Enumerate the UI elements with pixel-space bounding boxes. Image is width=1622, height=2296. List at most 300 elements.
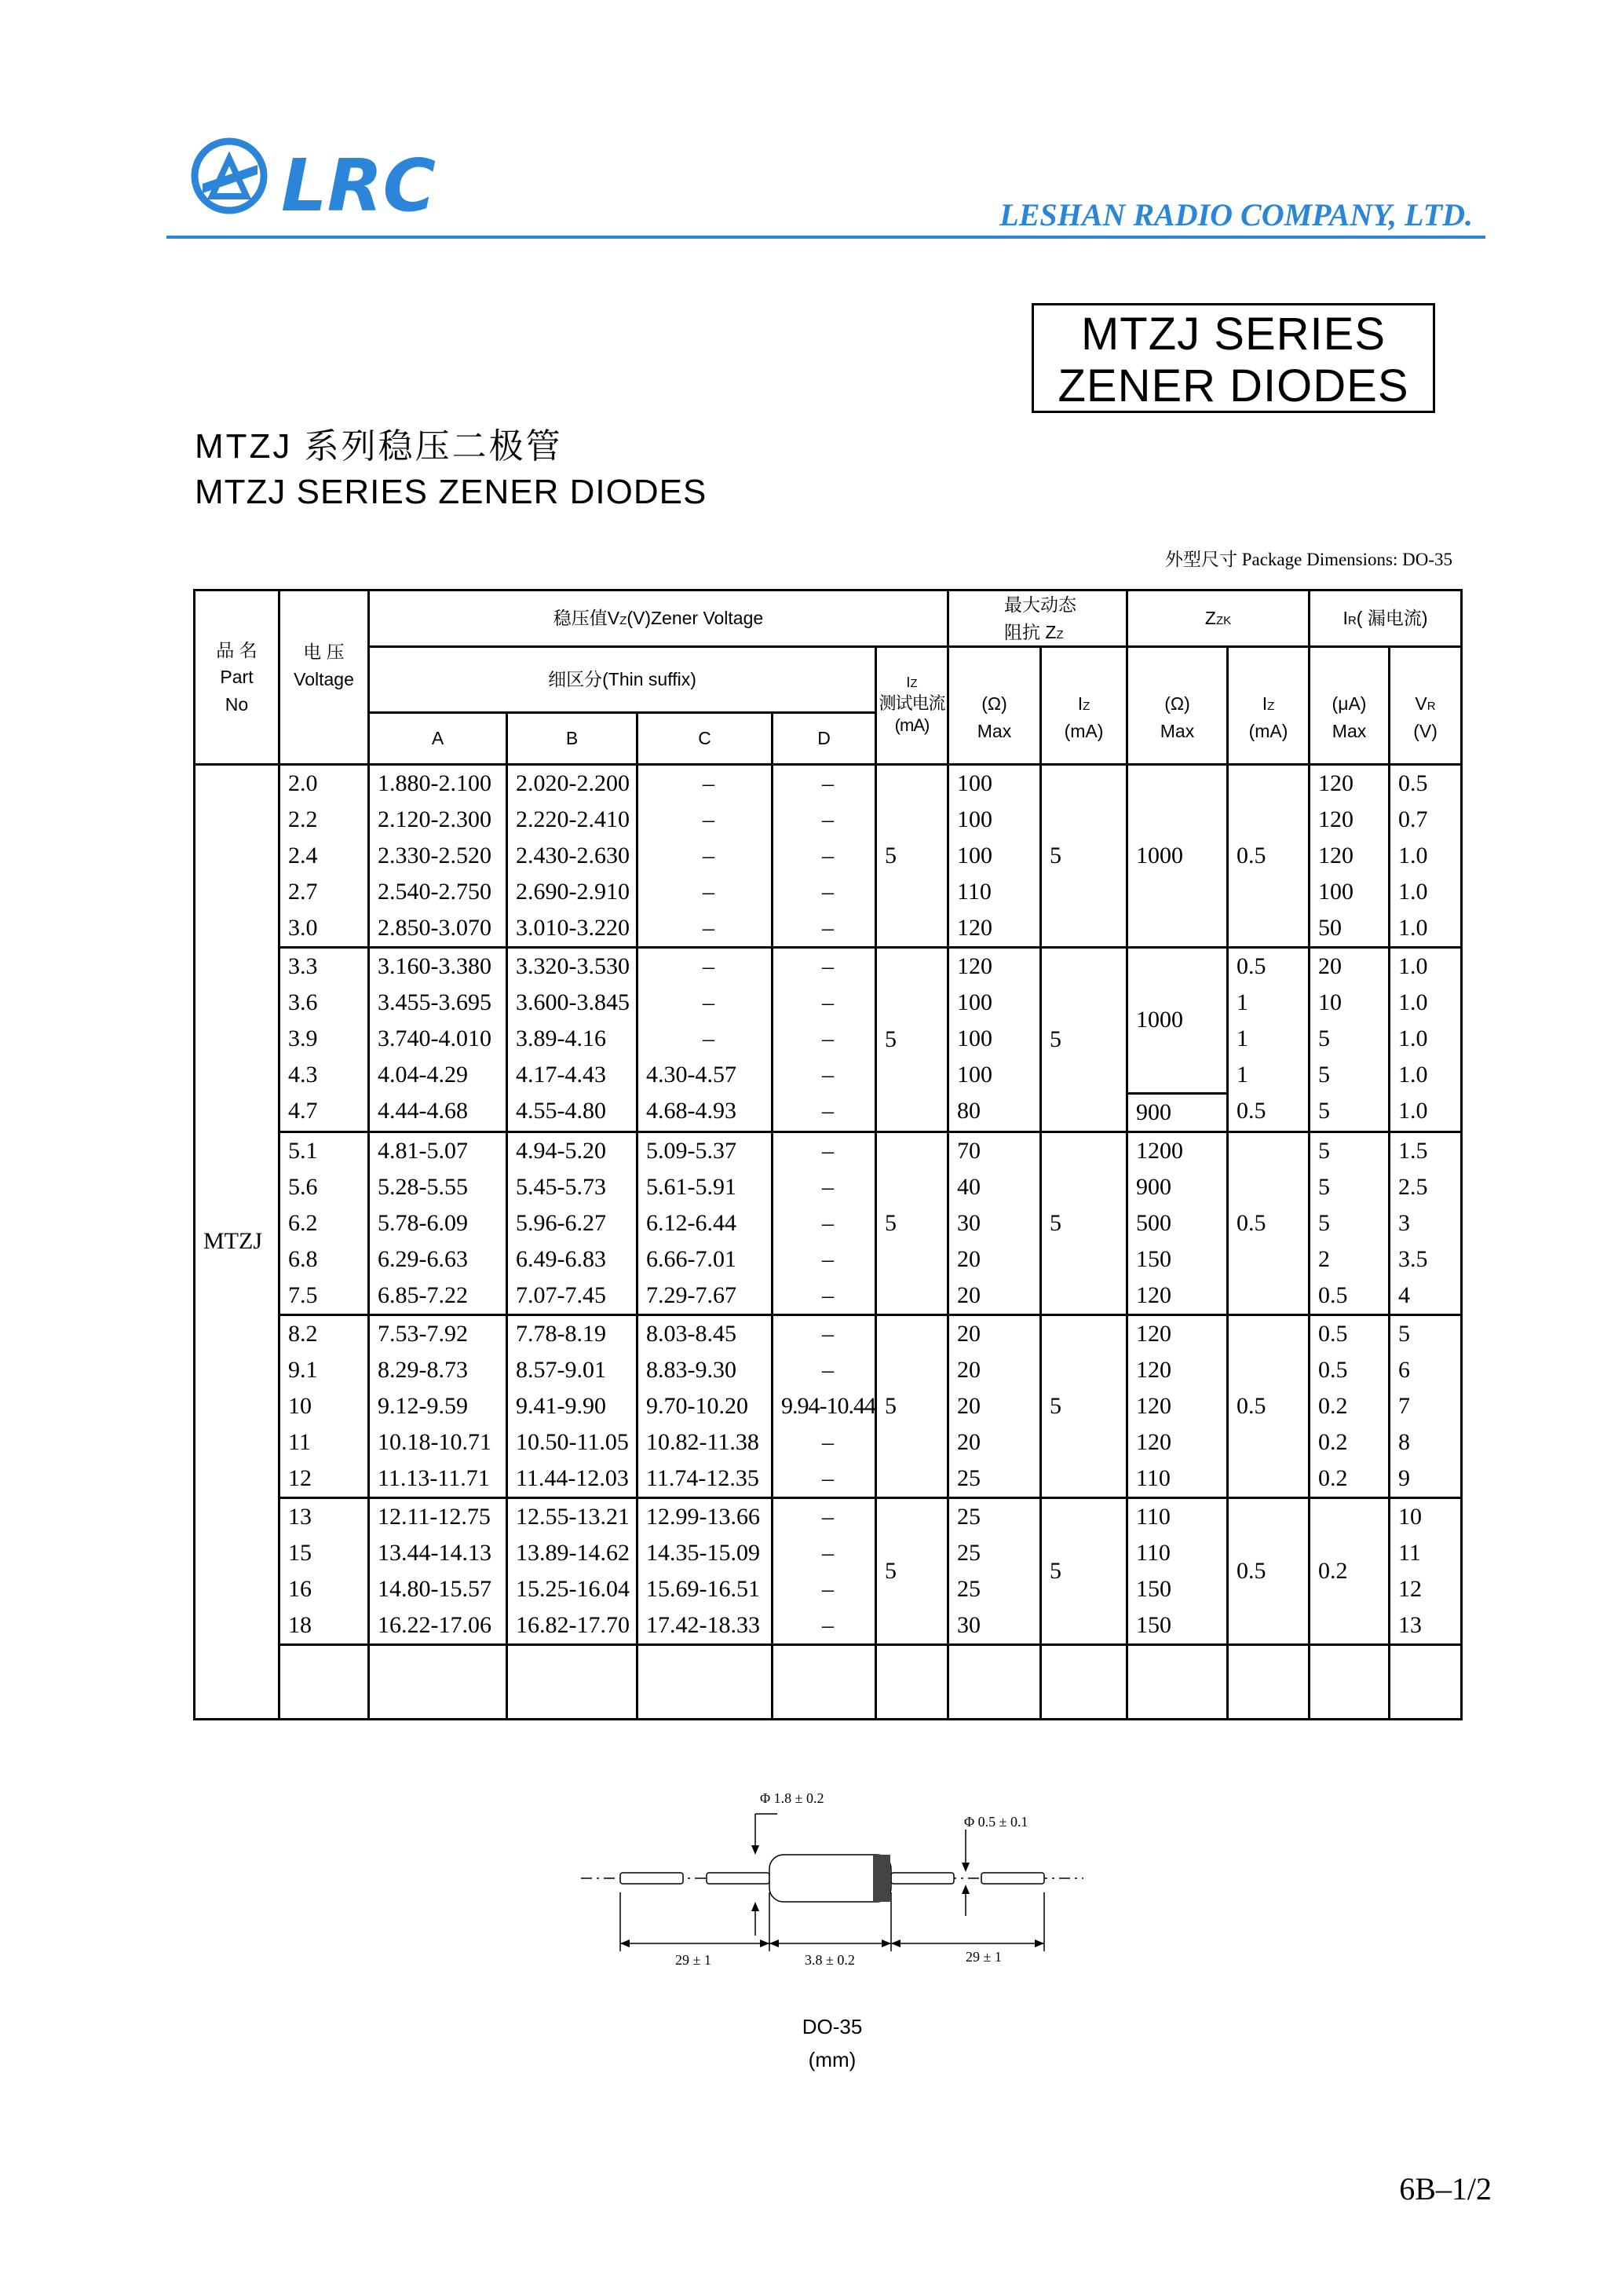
ir-max-cell: 100: [1310, 874, 1390, 910]
suffix-d-cell: –: [773, 1169, 876, 1205]
diode-body: [769, 1855, 891, 1902]
ir-max-cell: 5: [1310, 1132, 1390, 1169]
vr-cell: 1.5: [1390, 1132, 1462, 1169]
header-zz-cn-1: 最大动态: [1004, 594, 1076, 615]
suffix-c-cell: 5.61-5.91: [637, 1169, 773, 1205]
empty-cell: [279, 1682, 369, 1720]
empty-cell: [1310, 1682, 1390, 1720]
header-part-no: [195, 590, 279, 765]
header-zz-cn-2: 阻抗 Z: [1004, 621, 1057, 642]
suffix-b-cell: 3.600-3.845: [507, 985, 637, 1021]
header-zz-max: [948, 647, 1041, 765]
iz-test-current-cell: 5: [876, 948, 948, 1132]
empty-cell: [773, 1644, 876, 1682]
zzk-max-cell: 120: [1127, 1388, 1228, 1424]
page-number: 6B–1/2: [1399, 2171, 1492, 2206]
zz-max-cell: 25: [948, 1571, 1041, 1607]
suffix-d-cell: –: [773, 1205, 876, 1241]
iz-cell: 5: [1041, 765, 1127, 948]
nominal-voltage-cell: 6.8: [279, 1241, 369, 1278]
iz-test-current-cell: 5: [876, 1314, 948, 1497]
zzk-max-cell: 120: [1127, 1314, 1228, 1352]
suffix-b-cell: 5.45-5.73: [507, 1169, 637, 1205]
ir-max-cell: 5: [1310, 1093, 1390, 1132]
ir-max-cell: 0.5: [1310, 1352, 1390, 1388]
empty-cell: [773, 1682, 876, 1720]
suffix-b-cell: 7.07-7.45: [507, 1278, 637, 1315]
header-col-d: D: [773, 713, 876, 765]
suffix-a-cell: 16.22-17.06: [369, 1607, 507, 1645]
suffix-b-cell: 2.430-2.630: [507, 838, 637, 874]
zz-max-cell: 100: [948, 802, 1041, 838]
ir-max-cell: 50: [1310, 910, 1390, 948]
header-izk: [1228, 647, 1310, 765]
nominal-voltage-cell: 12: [279, 1461, 369, 1498]
zzk-max-cell: 150: [1127, 1571, 1228, 1607]
nominal-voltage-cell: 2.7: [279, 874, 369, 910]
zz-max-cell: 20: [948, 1352, 1041, 1388]
subscript: Z: [910, 677, 918, 691]
suffix-d-cell: –: [773, 765, 876, 803]
suffix-b-cell: 4.17-4.43: [507, 1057, 637, 1093]
ir-max-cell: 5: [1310, 1021, 1390, 1057]
nominal-voltage-cell: 3.3: [279, 948, 369, 985]
suffix-b-cell: 10.50-11.05: [507, 1424, 637, 1461]
suffix-a-cell: 5.78-6.09: [369, 1205, 507, 1241]
lead-diameter-label: Φ 0.5 ± 0.1: [964, 1814, 1028, 1830]
header-voltage: [279, 590, 369, 765]
suffix-d-cell: –: [773, 802, 876, 838]
suffix-b-cell: 3.89-4.16: [507, 1021, 637, 1057]
nominal-voltage-cell: 15: [279, 1535, 369, 1571]
ir-max-cell: 120: [1310, 838, 1390, 874]
suffix-b-cell: 8.57-9.01: [507, 1352, 637, 1388]
suffix-a-cell: 11.13-11.71: [369, 1461, 507, 1498]
suffix-c-cell: –: [637, 802, 773, 838]
suffix-a-cell: 2.850-3.070: [369, 910, 507, 948]
vr-cell: 4: [1390, 1278, 1462, 1315]
suffix-d-cell: –: [773, 948, 876, 985]
vr-cell: 10: [1390, 1497, 1462, 1535]
suffix-d-cell: –: [773, 1241, 876, 1278]
empty-cell: [1310, 1644, 1390, 1682]
header-zener-voltage-cn: 稳压值V: [553, 608, 620, 629]
nominal-voltage-cell: 9.1: [279, 1352, 369, 1388]
ir-max-cell: 0.2: [1310, 1424, 1390, 1461]
vr-cell: 0.7: [1390, 802, 1462, 838]
nominal-voltage-cell: 5.1: [279, 1132, 369, 1169]
table-filler-row: [195, 1682, 1462, 1720]
ir-max-cell: 5: [1310, 1057, 1390, 1093]
zzk-max-cell: 120: [1127, 1352, 1228, 1388]
zener-spec-table: [193, 589, 1460, 1734]
vr-cell: 8: [1390, 1424, 1462, 1461]
header-ma: (mA): [1064, 720, 1104, 741]
izk-cell: 0.5: [1228, 765, 1310, 948]
header-iz-symbol: I: [1262, 693, 1268, 714]
lead-right-length-label: 29 ± 1: [966, 1949, 1002, 1965]
vr-cell: 9: [1390, 1461, 1462, 1498]
vr-cell: 1.0: [1390, 1093, 1462, 1132]
diagram-caption: [754, 2010, 911, 2076]
subscript: R: [1427, 700, 1436, 713]
suffix-a-cell: 12.11-12.75: [369, 1497, 507, 1535]
header-ir-cn: ( 漏电流): [1356, 608, 1428, 629]
vr-cell: 6: [1390, 1352, 1462, 1388]
zzk-max-cell: 150: [1127, 1607, 1228, 1645]
suffix-a-cell: 3.455-3.695: [369, 985, 507, 1021]
suffix-c-cell: –: [637, 838, 773, 874]
nominal-voltage-cell: 13: [279, 1497, 369, 1535]
company-name: LESHAN RADIO COMPANY, LTD.: [999, 197, 1473, 232]
header-col-c: C: [637, 713, 773, 765]
diagram-caption-package: DO-35: [802, 2015, 863, 2038]
header-vr-symbol: V: [1415, 693, 1427, 714]
zzk-max-cell: 110: [1127, 1461, 1228, 1498]
zz-max-cell: 100: [948, 1021, 1041, 1057]
suffix-d-cell: –: [773, 1607, 876, 1645]
suffix-c-cell: –: [637, 985, 773, 1021]
iz-cell: 5: [1041, 1132, 1127, 1314]
zz-max-cell: 100: [948, 985, 1041, 1021]
suffix-d-cell: –: [773, 874, 876, 910]
header-ma: (mA): [1248, 720, 1288, 741]
suffix-a-cell: 3.160-3.380: [369, 948, 507, 985]
iz-test-current-cell: 5: [876, 1497, 948, 1644]
suffix-a-cell: 1.880-2.100: [369, 765, 507, 803]
table-row: [195, 1093, 1462, 1132]
zz-max-cell: 20: [948, 1388, 1041, 1424]
body-length-label: 3.8 ± 0.2: [805, 1952, 855, 1968]
suffix-c-cell: 12.99-13.66: [637, 1497, 773, 1535]
izk-cell: 0.5: [1228, 1132, 1310, 1314]
suffix-c-cell: 14.35-15.09: [637, 1535, 773, 1571]
suffix-c-cell: 6.12-6.44: [637, 1205, 773, 1241]
suffix-c-cell: 6.66-7.01: [637, 1241, 773, 1278]
vr-cell: 1.0: [1390, 910, 1462, 948]
iz-cell: 5: [1041, 948, 1127, 1132]
header-no-en: No: [225, 693, 249, 715]
vr-cell: 11: [1390, 1535, 1462, 1571]
vr-cell: 3: [1390, 1205, 1462, 1241]
suffix-d-cell: –: [773, 838, 876, 874]
ir-max-cell: 0.2: [1310, 1388, 1390, 1424]
do35-package-diagram: [581, 1782, 1083, 1987]
ir-max-cell: 0.5: [1310, 1278, 1390, 1315]
suffix-c-cell: 9.70-10.20: [637, 1388, 773, 1424]
suffix-b-cell: 3.320-3.530: [507, 948, 637, 985]
title-chinese: MTZJ 系列稳压二极管: [195, 427, 563, 466]
series-title-line-2: ZENER DIODES: [1058, 360, 1409, 411]
suffix-b-cell: 12.55-13.21: [507, 1497, 637, 1535]
header-iz: [1041, 647, 1127, 765]
nominal-voltage-cell: 3.9: [279, 1021, 369, 1057]
header-col-b: B: [507, 713, 637, 765]
suffix-d-cell: –: [773, 985, 876, 1021]
suffix-a-cell: 2.330-2.520: [369, 838, 507, 874]
lead-left-length-label: 29 ± 1: [675, 1952, 711, 1968]
suffix-c-cell: 8.03-8.45: [637, 1314, 773, 1352]
izk-cell: 1: [1228, 1057, 1310, 1093]
table-row: [195, 1057, 1462, 1093]
zz-max-cell: 100: [948, 765, 1041, 803]
izk-cell: 0.5: [1228, 948, 1310, 985]
header-iz-test-symbol: I: [906, 675, 911, 691]
iz-test-current-cell: 5: [876, 1132, 948, 1314]
table-row: [195, 1132, 1462, 1169]
ir-max-cell: 120: [1310, 765, 1390, 803]
header-max: Max: [977, 720, 1012, 741]
suffix-b-cell: 3.010-3.220: [507, 910, 637, 948]
nominal-voltage-cell: 2.4: [279, 838, 369, 874]
izk-cell: 0.5: [1228, 1093, 1310, 1132]
header-ohm: (Ω): [981, 693, 1007, 714]
lead-left-outer: [620, 1873, 683, 1884]
subscript: Z: [1083, 700, 1090, 713]
header-part-cn: 品 名: [216, 639, 258, 660]
suffix-c-cell: –: [637, 874, 773, 910]
zzk-max-cell: 900: [1127, 1169, 1228, 1205]
table-body: [195, 765, 1462, 1720]
header-part-en: Part: [220, 667, 254, 688]
suffix-b-cell: 4.94-5.20: [507, 1132, 637, 1169]
suffix-c-cell: 17.42-18.33: [637, 1607, 773, 1645]
iz-cell: 5: [1041, 1497, 1127, 1644]
suffix-d-cell: –: [773, 1497, 876, 1535]
header-max: Max: [1160, 720, 1195, 741]
header-rule: [166, 236, 1485, 239]
table-row: [195, 985, 1462, 1021]
ir-max-cell: 20: [1310, 948, 1390, 985]
title-english: MTZJ SERIES ZENER DIODES: [195, 473, 707, 511]
part-family-cell: MTZJ: [195, 765, 279, 1720]
empty-cell: [1390, 1644, 1462, 1682]
zz-max-cell: 80: [948, 1093, 1041, 1132]
suffix-b-cell: 9.41-9.90: [507, 1388, 637, 1424]
diagram-caption-unit: (mm): [808, 2048, 857, 2071]
empty-cell: [507, 1644, 637, 1682]
suffix-b-cell: 13.89-14.62: [507, 1535, 637, 1571]
zz-max-cell: 110: [948, 874, 1041, 910]
suffix-d-cell: –: [773, 1535, 876, 1571]
suffix-a-cell: 4.81-5.07: [369, 1132, 507, 1169]
empty-cell: [1228, 1682, 1310, 1720]
zzk-max-cell: 150: [1127, 1241, 1228, 1278]
package-dimensions-note: 外型尺寸 Package Dimensions: DO-35: [1164, 550, 1452, 569]
table-row: [195, 948, 1462, 985]
empty-cell: [876, 1644, 948, 1682]
zz-max-cell: 100: [948, 838, 1041, 874]
subscript: Z: [1056, 627, 1064, 642]
suffix-d-cell: –: [773, 910, 876, 948]
zzk-max-cell: 900: [1127, 1093, 1228, 1132]
suffix-d-cell: –: [773, 1093, 876, 1132]
suffix-d-cell: –: [773, 1461, 876, 1498]
izk-cell: 1: [1228, 985, 1310, 1021]
empty-cell: [279, 1644, 369, 1682]
zz-max-cell: 120: [948, 948, 1041, 985]
empty-cell: [1228, 1644, 1310, 1682]
header-voltage-en: Voltage: [294, 668, 354, 689]
vr-cell: 3.5: [1390, 1241, 1462, 1278]
izk-cell: 1: [1228, 1021, 1310, 1057]
suffix-b-cell: 16.82-17.70: [507, 1607, 637, 1645]
empty-cell: [1127, 1682, 1228, 1720]
header-thin-suffix: 细区分(Thin suffix): [369, 647, 876, 713]
lead-left-inner: [707, 1873, 769, 1884]
nominal-voltage-cell: 3.6: [279, 985, 369, 1021]
zzk-max-cell: 1000: [1127, 948, 1228, 1094]
zzk-max-cell: 110: [1127, 1497, 1228, 1535]
empty-cell: [369, 1644, 507, 1682]
suffix-a-cell: 7.53-7.92: [369, 1314, 507, 1352]
zzk-max-cell: 1000: [1127, 765, 1228, 948]
header-zener-voltage-en: (V)Zener Voltage: [627, 608, 764, 629]
header-ir: [1310, 590, 1462, 647]
suffix-a-cell: 6.85-7.22: [369, 1278, 507, 1315]
header-ua: (μA): [1332, 693, 1367, 714]
suffix-a-cell: 6.29-6.63: [369, 1241, 507, 1278]
suffix-d-cell: –: [773, 1132, 876, 1169]
header-zzk: [1127, 590, 1310, 647]
zz-max-cell: 25: [948, 1497, 1041, 1535]
table-row: [195, 1497, 1462, 1535]
vr-cell: 13: [1390, 1607, 1462, 1645]
zz-max-cell: 20: [948, 1278, 1041, 1315]
header-voltage-cn: 电 压: [303, 642, 345, 662]
subscript: R: [1347, 614, 1357, 628]
suffix-b-cell: 15.25-16.04: [507, 1571, 637, 1607]
empty-cell: [1041, 1682, 1127, 1720]
header-vr: [1390, 647, 1462, 765]
vr-cell: 1.0: [1390, 1057, 1462, 1093]
ir-max-cell: 10: [1310, 985, 1390, 1021]
zz-max-cell: 20: [948, 1424, 1041, 1461]
zzk-max-cell: 120: [1127, 1424, 1228, 1461]
zz-max-cell: 40: [948, 1169, 1041, 1205]
vr-cell: 12: [1390, 1571, 1462, 1607]
empty-cell: [637, 1644, 773, 1682]
suffix-b-cell: 7.78-8.19: [507, 1314, 637, 1352]
header-iz-symbol: I: [1077, 693, 1083, 714]
subscript: Z: [619, 614, 627, 628]
suffix-b-cell: 2.020-2.200: [507, 765, 637, 803]
empty-cell: [1127, 1644, 1228, 1682]
zzk-max-cell: 110: [1127, 1535, 1228, 1571]
zz-max-cell: 120: [948, 910, 1041, 948]
nominal-voltage-cell: 3.0: [279, 910, 369, 948]
suffix-b-cell: 6.49-6.83: [507, 1241, 637, 1278]
lrc-logo: [188, 135, 471, 229]
vr-cell: 1.0: [1390, 985, 1462, 1021]
iz-test-current-cell: 5: [876, 765, 948, 948]
nominal-voltage-cell: 5.6: [279, 1169, 369, 1205]
suffix-a-cell: 4.04-4.29: [369, 1057, 507, 1093]
suffix-c-cell: 15.69-16.51: [637, 1571, 773, 1607]
suffix-a-cell: 10.18-10.71: [369, 1424, 507, 1461]
suffix-d-cell: –: [773, 1057, 876, 1093]
suffix-d-cell: –: [773, 1352, 876, 1388]
nominal-voltage-cell: 8.2: [279, 1314, 369, 1352]
empty-cell: [637, 1682, 773, 1720]
suffix-a-cell: 8.29-8.73: [369, 1352, 507, 1388]
suffix-c-cell: 4.30-4.57: [637, 1057, 773, 1093]
nominal-voltage-cell: 11: [279, 1424, 369, 1461]
header-ir-symbol: I: [1343, 608, 1348, 629]
lead-right-outer: [981, 1873, 1044, 1884]
header-zener-voltage: [369, 590, 948, 647]
nominal-voltage-cell: 7.5: [279, 1278, 369, 1315]
header-max-dynamic-impedance: [948, 590, 1127, 647]
body-diameter-label: Φ 1.8 ± 0.2: [760, 1790, 824, 1806]
header-ohm: (Ω): [1164, 693, 1190, 714]
header-zzk-max: [1127, 647, 1228, 765]
ir-max-cell: 5: [1310, 1205, 1390, 1241]
suffix-a-cell: 14.80-15.57: [369, 1571, 507, 1607]
zzk-max-cell: 500: [1127, 1205, 1228, 1241]
suffix-b-cell: 2.220-2.410: [507, 802, 637, 838]
nominal-voltage-cell: 10: [279, 1388, 369, 1424]
iz-cell: 5: [1041, 1314, 1127, 1497]
suffix-d-cell: –: [773, 1278, 876, 1315]
empty-cell: [507, 1682, 637, 1720]
vr-cell: 0.5: [1390, 765, 1462, 803]
logo-text: LRC: [281, 144, 436, 228]
header-volt: (V): [1413, 720, 1438, 741]
empty-cell: [876, 1682, 948, 1720]
suffix-c-cell: –: [637, 910, 773, 948]
suffix-a-cell: 2.120-2.300: [369, 802, 507, 838]
suffix-c-cell: 4.68-4.93: [637, 1093, 773, 1132]
vr-cell: 5: [1390, 1314, 1462, 1352]
suffix-b-cell: 11.44-12.03: [507, 1461, 637, 1498]
header-col-a: A: [369, 713, 507, 765]
zz-max-cell: 30: [948, 1205, 1041, 1241]
table-row: [195, 1314, 1462, 1352]
suffix-a-cell: 5.28-5.55: [369, 1169, 507, 1205]
nominal-voltage-cell: 6.2: [279, 1205, 369, 1241]
suffix-c-cell: –: [637, 948, 773, 985]
zz-max-cell: 25: [948, 1461, 1041, 1498]
ir-max-cell: 2: [1310, 1241, 1390, 1278]
suffix-d-cell: –: [773, 1424, 876, 1461]
suffix-a-cell: 2.540-2.750: [369, 874, 507, 910]
suffix-c-cell: 10.82-11.38: [637, 1424, 773, 1461]
suffix-d-cell: 9.94-10.44: [773, 1388, 876, 1424]
lead-right-inner: [891, 1873, 954, 1884]
subscript: Z: [1267, 700, 1275, 713]
series-title-box: [1032, 303, 1435, 413]
suffix-c-cell: –: [637, 765, 773, 803]
suffix-c-cell: 11.74-12.35: [637, 1461, 773, 1498]
nominal-voltage-cell: 18: [279, 1607, 369, 1645]
zz-max-cell: 20: [948, 1241, 1041, 1278]
ir-max-cell: 0.5: [1310, 1314, 1390, 1352]
table-row: [195, 1021, 1462, 1057]
suffix-b-cell: 5.96-6.27: [507, 1205, 637, 1241]
suffix-b-cell: 2.690-2.910: [507, 874, 637, 910]
vr-cell: 1.0: [1390, 948, 1462, 985]
header-ir-max: [1310, 647, 1390, 765]
zzk-max-cell: 1200: [1127, 1132, 1228, 1169]
suffix-c-cell: 5.09-5.37: [637, 1132, 773, 1169]
suffix-a-cell: 13.44-14.13: [369, 1535, 507, 1571]
cathode-band: [873, 1855, 890, 1902]
zz-max-cell: 20: [948, 1314, 1041, 1352]
suffix-a-cell: 4.44-4.68: [369, 1093, 507, 1132]
izk-cell: 0.5: [1228, 1314, 1310, 1497]
izk-cell: 0.5: [1228, 1497, 1310, 1644]
